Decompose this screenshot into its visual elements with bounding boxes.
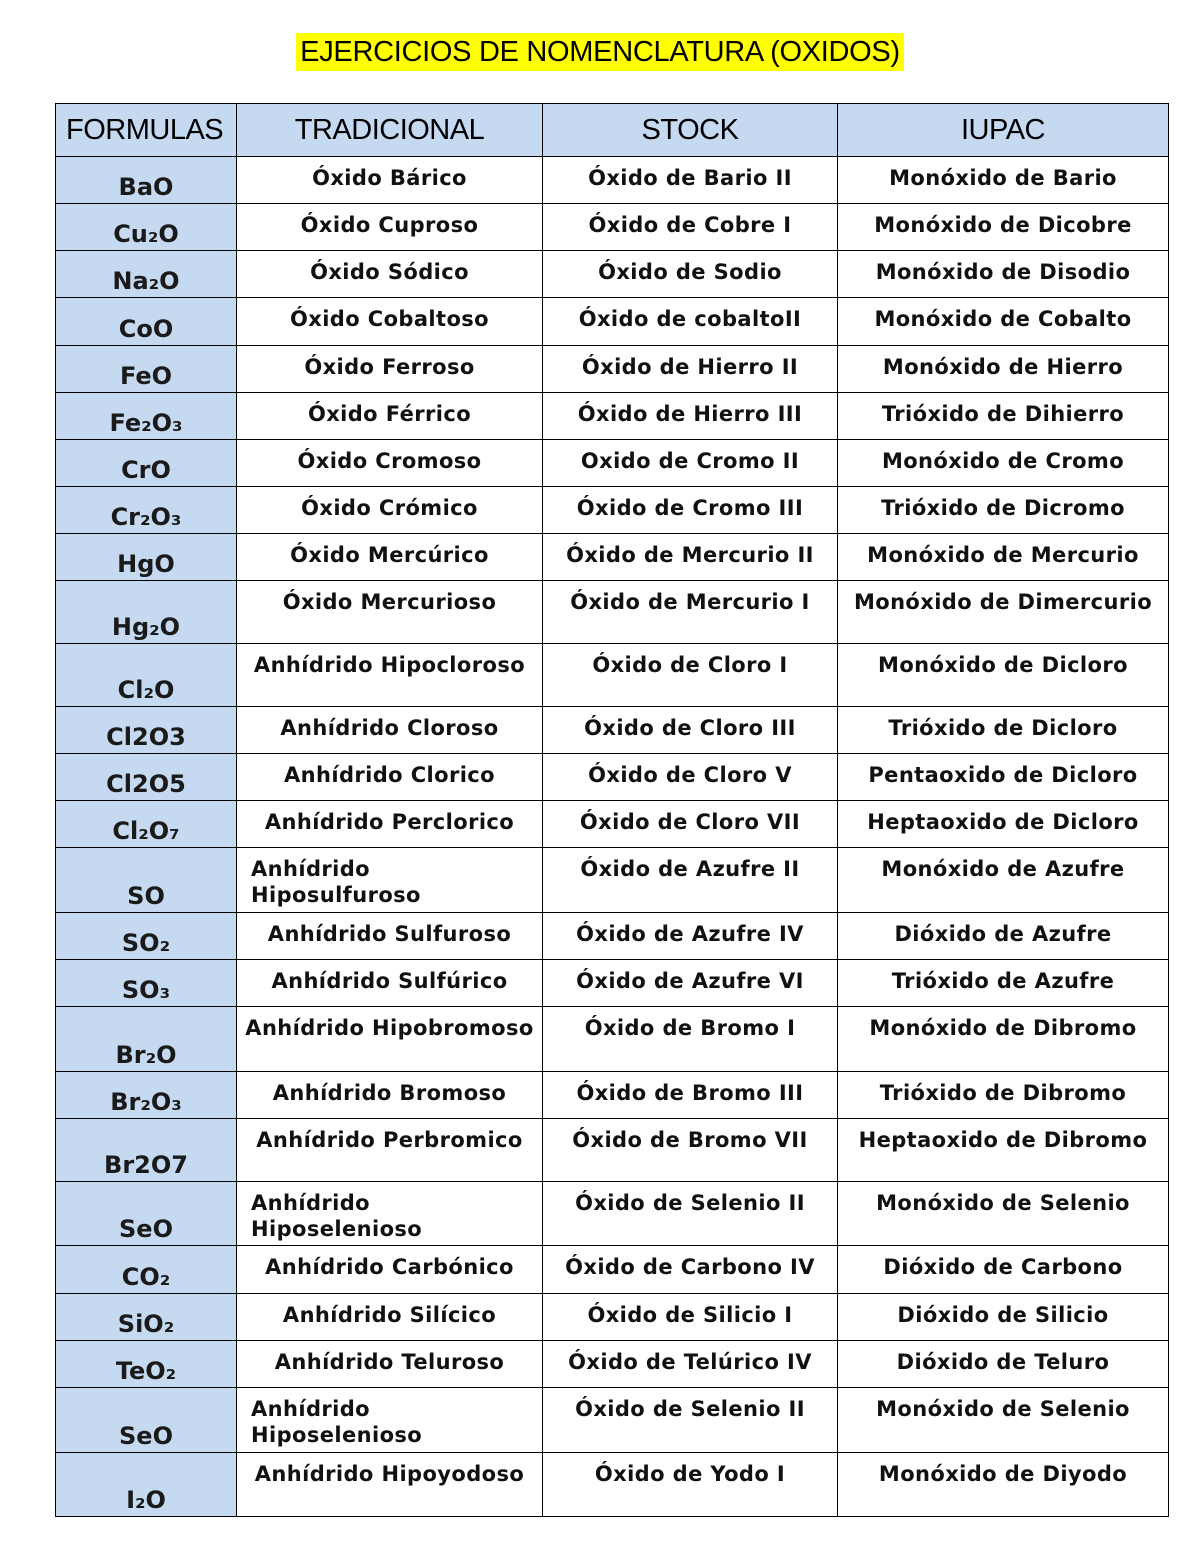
stock-name-cell: Óxido de Silicio I xyxy=(543,1294,838,1341)
formula-cell: CO₂ xyxy=(56,1246,237,1294)
stock-name-cell: Óxido de Hierro II xyxy=(543,346,838,393)
iupac-name-cell: Monóxido de Dibromo xyxy=(838,1007,1169,1072)
iupac-name-cell: Monóxido de Dimercurio xyxy=(838,581,1169,644)
stock-name-cell: Óxido de Cloro III xyxy=(543,707,838,754)
stock-name-cell: Óxido de Cobre I xyxy=(543,204,838,251)
iupac-name-cell: Monóxido de Hierro xyxy=(838,346,1169,393)
table-row xyxy=(56,393,1169,440)
stock-name-cell: Óxido de Selenio II xyxy=(543,1388,838,1453)
stock-name-cell: Óxido de Cloro I xyxy=(543,644,838,707)
table-row xyxy=(56,754,1169,801)
table-row xyxy=(56,707,1169,754)
formula-cell: Cu₂O xyxy=(56,204,237,251)
formula-cell: SiO₂ xyxy=(56,1294,237,1341)
tradicional-name-cell: Anhídrido Perbromico xyxy=(237,1119,543,1182)
stock-name-cell: Óxido de Azufre II xyxy=(543,848,838,913)
table-row xyxy=(56,801,1169,848)
table-row xyxy=(56,644,1169,707)
iupac-name-cell: Dióxido de Azufre xyxy=(838,913,1169,960)
table-row xyxy=(56,1246,1169,1294)
iupac-name-cell: Monóxido de Dicloro xyxy=(838,644,1169,707)
formula-cell: Cl2O5 xyxy=(56,754,237,801)
tradicional-name-cell: Óxido Cuproso xyxy=(237,204,543,251)
iupac-name-cell: Monóxido de Disodio xyxy=(838,251,1169,298)
iupac-name-cell: Trióxido de Dicromo xyxy=(838,487,1169,534)
iupac-name-cell: Pentaoxido de Dicloro xyxy=(838,754,1169,801)
table-row xyxy=(56,440,1169,487)
formula-cell: TeO₂ xyxy=(56,1341,237,1388)
formula-cell: I₂O xyxy=(56,1453,237,1517)
formula-cell: HgO xyxy=(56,534,237,581)
header-tradicional: TRADICIONAL xyxy=(237,104,543,157)
table-row xyxy=(56,1119,1169,1182)
tradicional-name-cell: Óxido Cromoso xyxy=(237,440,543,487)
table-row xyxy=(56,204,1169,251)
tradicional-name-cell: Anhídrido Hipobromoso xyxy=(237,1007,543,1072)
stock-name-cell: Óxido de Hierro III xyxy=(543,393,838,440)
stock-name-cell: Óxido de Cloro VII xyxy=(543,801,838,848)
formula-cell: Cl₂O₇ xyxy=(56,801,237,848)
table-row xyxy=(56,1007,1169,1072)
stock-name-cell: Óxido de Carbono IV xyxy=(543,1246,838,1294)
table-row xyxy=(56,298,1169,346)
stock-name-cell: Óxido de Sodio xyxy=(543,251,838,298)
tradicional-name-cell: Anhídrido Bromoso xyxy=(237,1072,543,1119)
tradicional-name-cell: Óxido Cobaltoso xyxy=(237,298,543,346)
formula-cell: Br2O7 xyxy=(56,1119,237,1182)
formula-cell: SeO xyxy=(56,1388,237,1453)
stock-name-cell: Óxido de Bromo III xyxy=(543,1072,838,1119)
table-row xyxy=(56,581,1169,644)
table-row xyxy=(56,1294,1169,1341)
iupac-name-cell: Dióxido de Silicio xyxy=(838,1294,1169,1341)
formula-cell: SO₂ xyxy=(56,913,237,960)
tradicional-name-cell: Óxido Férrico xyxy=(237,393,543,440)
iupac-name-cell: Dióxido de Teluro xyxy=(838,1341,1169,1388)
stock-name-cell: Óxido de Mercurio I xyxy=(543,581,838,644)
iupac-name-cell: Trióxido de Dicloro xyxy=(838,707,1169,754)
tradicional-name-cell: Óxido Sódico xyxy=(237,251,543,298)
tradicional-name-cell: Anhídrido Sulfuroso xyxy=(237,913,543,960)
tradicional-name-cell: Anhídrido Hiposelenioso xyxy=(237,1182,543,1246)
stock-name-cell: Oxido de Cromo II xyxy=(543,440,838,487)
page-title: EJERCICIOS DE NOMENCLATURA (OXIDOS) xyxy=(296,33,904,71)
header-iupac: IUPAC xyxy=(838,104,1169,157)
formula-cell: Cl₂O xyxy=(56,644,237,707)
iupac-name-cell: Dióxido de Carbono xyxy=(838,1246,1169,1294)
table-row xyxy=(56,251,1169,298)
tradicional-name-cell: Anhídrido Carbónico xyxy=(237,1246,543,1294)
stock-name-cell: Óxido de Azufre VI xyxy=(543,960,838,1007)
stock-name-cell: Óxido de cobaltoII xyxy=(543,298,838,346)
iupac-name-cell: Monóxido de Dicobre xyxy=(838,204,1169,251)
tradicional-name-cell: Anhídrido Clorico xyxy=(237,754,543,801)
stock-name-cell: Óxido de Cromo III xyxy=(543,487,838,534)
formula-cell: Cl2O3 xyxy=(56,707,237,754)
iupac-name-cell: Monóxido de Azufre xyxy=(838,848,1169,913)
tradicional-name-cell: Óxido Mercurioso xyxy=(237,581,543,644)
formula-cell: Hg₂O xyxy=(56,581,237,644)
formula-cell: Br₂O₃ xyxy=(56,1072,237,1119)
formula-cell: Fe₂O₃ xyxy=(56,393,237,440)
iupac-name-cell: Monóxido de Diyodo xyxy=(838,1453,1169,1517)
formula-cell: SeO xyxy=(56,1182,237,1246)
formula-cell: Br₂O xyxy=(56,1007,237,1072)
stock-name-cell: Óxido de Azufre IV xyxy=(543,913,838,960)
iupac-name-cell: Monóxido de Selenio xyxy=(838,1182,1169,1246)
iupac-name-cell: Trióxido de Dihierro xyxy=(838,393,1169,440)
tradicional-name-cell: Anhídrido Cloroso xyxy=(237,707,543,754)
stock-name-cell: Óxido de Mercurio II xyxy=(543,534,838,581)
table-row xyxy=(56,913,1169,960)
iupac-name-cell: Monóxido de Mercurio xyxy=(838,534,1169,581)
stock-name-cell: Óxido de Bario II xyxy=(543,157,838,204)
stock-name-cell: Óxido de Selenio II xyxy=(543,1182,838,1246)
table-row xyxy=(56,487,1169,534)
table-row xyxy=(56,1388,1169,1453)
table-row xyxy=(56,534,1169,581)
stock-name-cell: Óxido de Cloro V xyxy=(543,754,838,801)
tradicional-name-cell: Anhídrido Hipocloroso xyxy=(237,644,543,707)
stock-name-cell: Óxido de Bromo VII xyxy=(543,1119,838,1182)
table-row xyxy=(56,1453,1169,1517)
stock-name-cell: Óxido de Bromo I xyxy=(543,1007,838,1072)
formula-cell: Cr₂O₃ xyxy=(56,487,237,534)
tradicional-name-cell: Anhídrido Hiposelenioso xyxy=(237,1388,543,1453)
tradicional-name-cell: Anhídrido Silícico xyxy=(237,1294,543,1341)
tradicional-name-cell: Anhídrido Hiposulfuroso xyxy=(237,848,543,913)
stock-name-cell: Óxido de Telúrico IV xyxy=(543,1341,838,1388)
iupac-name-cell: Trióxido de Azufre xyxy=(838,960,1169,1007)
iupac-name-cell: Monóxido de Bario xyxy=(838,157,1169,204)
iupac-name-cell: Heptaoxido de Dibromo xyxy=(838,1119,1169,1182)
table-row xyxy=(56,1182,1169,1246)
tradicional-name-cell: Anhídrido Teluroso xyxy=(237,1341,543,1388)
tradicional-name-cell: Óxido Bárico xyxy=(237,157,543,204)
formula-cell: SO₃ xyxy=(56,960,237,1007)
table-row xyxy=(56,1072,1169,1119)
tradicional-name-cell: Óxido Ferroso xyxy=(237,346,543,393)
tradicional-name-cell: Óxido Crómico xyxy=(237,487,543,534)
tradicional-name-cell: Anhídrido Hipoyodoso xyxy=(237,1453,543,1517)
title-container xyxy=(0,33,1200,71)
header-row xyxy=(56,104,1169,157)
tradicional-name-cell: Anhídrido Sulfúrico xyxy=(237,960,543,1007)
table-row xyxy=(56,346,1169,393)
formula-cell: SO xyxy=(56,848,237,913)
iupac-name-cell: Heptaoxido de Dicloro xyxy=(838,801,1169,848)
header-formulas: FORMULAS xyxy=(56,104,237,157)
iupac-name-cell: Trióxido de Dibromo xyxy=(838,1072,1169,1119)
table-row xyxy=(56,960,1169,1007)
stock-name-cell: Óxido de Yodo I xyxy=(543,1453,838,1517)
formula-cell: FeO xyxy=(56,346,237,393)
iupac-name-cell: Monóxido de Cromo xyxy=(838,440,1169,487)
tradicional-name-cell: Óxido Mercúrico xyxy=(237,534,543,581)
formula-cell: CoO xyxy=(56,298,237,346)
formula-cell: CrO xyxy=(56,440,237,487)
iupac-name-cell: Monóxido de Selenio xyxy=(838,1388,1169,1453)
nomenclature-table xyxy=(55,103,1169,1517)
formula-cell: BaO xyxy=(56,157,237,204)
table-row xyxy=(56,157,1169,204)
table-row xyxy=(56,1341,1169,1388)
table-row xyxy=(56,848,1169,913)
tradicional-name-cell: Anhídrido Perclorico xyxy=(237,801,543,848)
iupac-name-cell: Monóxido de Cobalto xyxy=(838,298,1169,346)
header-stock: STOCK xyxy=(543,104,838,157)
formula-cell: Na₂O xyxy=(56,251,237,298)
